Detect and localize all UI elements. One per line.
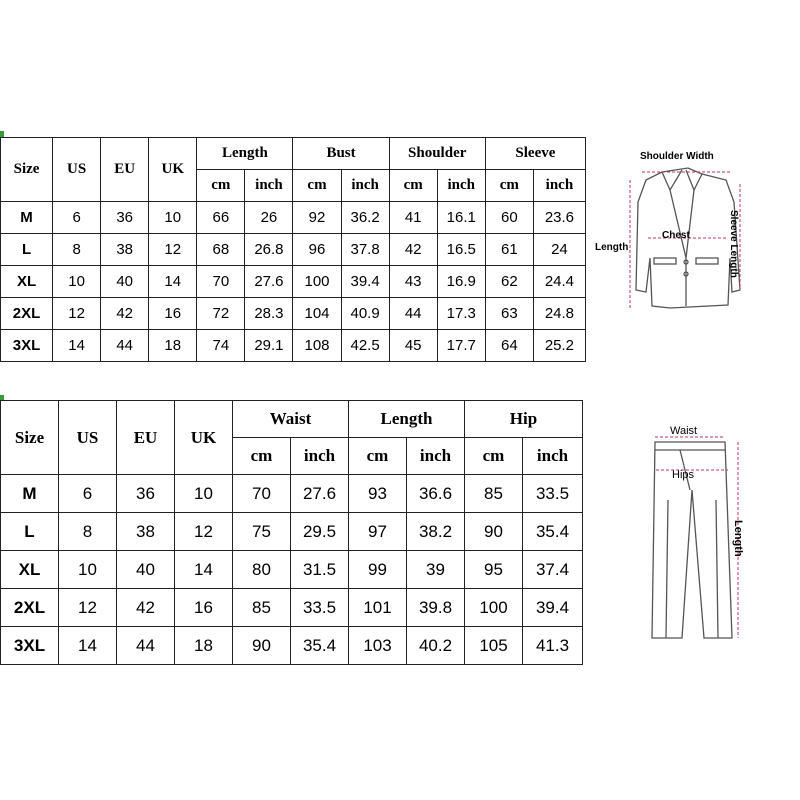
table-cell: 17.3 — [437, 298, 485, 330]
size-cell: L — [1, 234, 53, 266]
table-cell: 44 — [117, 627, 175, 665]
table-cell: 12 — [53, 298, 101, 330]
header-length-inch: inch — [245, 170, 293, 202]
table-cell: 6 — [53, 202, 101, 234]
header-bust: Bust — [293, 138, 389, 170]
size-cell: 2XL — [1, 589, 59, 627]
table-cell: 80 — [233, 551, 291, 589]
table-cell: 23.6 — [533, 202, 585, 234]
table-cell: 101 — [349, 589, 407, 627]
table-cell: 27.6 — [245, 266, 293, 298]
table-cell: 62 — [485, 266, 533, 298]
header-hip-cm: cm — [465, 438, 523, 475]
header-us: US — [59, 401, 117, 475]
table-cell: 43 — [389, 266, 437, 298]
table-cell: 8 — [53, 234, 101, 266]
table-cell: 16 — [149, 298, 197, 330]
table-cell: 70 — [233, 475, 291, 513]
table-cell: 37.4 — [523, 551, 583, 589]
table-row — [1, 627, 583, 665]
table-cell: 41.3 — [523, 627, 583, 665]
table-cell: 99 — [349, 551, 407, 589]
label-waist: Waist — [670, 425, 698, 437]
table-cell: 85 — [465, 475, 523, 513]
header-waist: Waist — [233, 401, 349, 438]
table-cell: 74 — [197, 330, 245, 362]
table-cell: 14 — [59, 627, 117, 665]
table-cell: 8 — [59, 513, 117, 551]
table-cell: 16.5 — [437, 234, 485, 266]
table-cell: 41 — [389, 202, 437, 234]
table-cell: 92 — [293, 202, 341, 234]
table-cell: 66 — [197, 202, 245, 234]
table-cell: 36.6 — [407, 475, 465, 513]
header-waist-cm: cm — [233, 438, 291, 475]
table-cell: 97 — [349, 513, 407, 551]
header-shoulder-cm: cm — [389, 170, 437, 202]
table-cell: 100 — [293, 266, 341, 298]
label-sleeve-length: Sleeve Length — [728, 210, 739, 278]
table-cell: 17.7 — [437, 330, 485, 362]
table-cell: 10 — [53, 266, 101, 298]
table-cell: 36 — [117, 475, 175, 513]
header-waist-inch: inch — [291, 438, 349, 475]
table-cell: 10 — [149, 202, 197, 234]
label-shoulder-width: Shoulder Width — [640, 151, 714, 162]
table-cell: 44 — [101, 330, 149, 362]
table-cell: 42.5 — [341, 330, 389, 362]
table-cell: 63 — [485, 298, 533, 330]
pants-measurement-diagram — [630, 420, 770, 650]
table-cell: 12 — [175, 513, 233, 551]
table-cell: 42 — [101, 298, 149, 330]
table-cell: 33.5 — [291, 589, 349, 627]
header-bust-inch: inch — [341, 170, 389, 202]
header-uk: UK — [175, 401, 233, 475]
table-cell: 103 — [349, 627, 407, 665]
table-cell: 24.4 — [533, 266, 585, 298]
header-sleeve-inch: inch — [533, 170, 585, 202]
table-cell: 68 — [197, 234, 245, 266]
table-cell: 72 — [197, 298, 245, 330]
header-shoulder: Shoulder — [389, 138, 485, 170]
size-cell: 3XL — [1, 627, 59, 665]
table-cell: 39.4 — [341, 266, 389, 298]
header-bust-cm: cm — [293, 170, 341, 202]
table-cell: 39.8 — [407, 589, 465, 627]
table-cell: 10 — [175, 475, 233, 513]
table-cell: 14 — [175, 551, 233, 589]
table-cell: 42 — [117, 589, 175, 627]
table-cell: 37.8 — [341, 234, 389, 266]
table-cell: 42 — [389, 234, 437, 266]
table-cell: 45 — [389, 330, 437, 362]
pants-table-body — [1, 475, 583, 665]
header-us: US — [53, 138, 101, 202]
table-row — [1, 298, 586, 330]
header-length-cm: cm — [197, 170, 245, 202]
jacket-measurement-diagram — [590, 140, 795, 335]
header-size: Size — [1, 138, 53, 202]
table-cell: 64 — [485, 330, 533, 362]
table-cell: 24.8 — [533, 298, 585, 330]
table-cell: 14 — [53, 330, 101, 362]
table-cell: 18 — [175, 627, 233, 665]
header-sleeve: Sleeve — [485, 138, 585, 170]
size-cell: XL — [1, 266, 53, 298]
table-cell: 60 — [485, 202, 533, 234]
header-shoulder-inch: inch — [437, 170, 485, 202]
table-row — [1, 266, 586, 298]
table-cell: 105 — [465, 627, 523, 665]
table-cell: 61 — [485, 234, 533, 266]
table-cell: 12 — [149, 234, 197, 266]
table-cell: 39 — [407, 551, 465, 589]
table-cell: 16.1 — [437, 202, 485, 234]
header-eu: EU — [117, 401, 175, 475]
table-cell: 75 — [233, 513, 291, 551]
table-cell: 38 — [101, 234, 149, 266]
table-cell: 26 — [245, 202, 293, 234]
size-cell: M — [1, 475, 59, 513]
header-length: Length — [349, 401, 465, 438]
table-cell: 108 — [293, 330, 341, 362]
table-cell: 24 — [533, 234, 585, 266]
table-cell: 100 — [465, 589, 523, 627]
label-hips: Hips — [672, 469, 695, 481]
header-hip-inch: inch — [523, 438, 583, 475]
table-cell: 33.5 — [523, 475, 583, 513]
size-cell: XL — [1, 551, 59, 589]
header-length: Length — [197, 138, 293, 170]
table-cell: 28.3 — [245, 298, 293, 330]
header-length-cm: cm — [349, 438, 407, 475]
table-cell: 40 — [117, 551, 175, 589]
table-cell: 29.1 — [245, 330, 293, 362]
pants-size-table — [0, 400, 583, 665]
header-uk: UK — [149, 138, 197, 202]
table-cell: 44 — [389, 298, 437, 330]
size-cell: M — [1, 202, 53, 234]
table-row — [1, 551, 583, 589]
table-cell: 38 — [117, 513, 175, 551]
table-cell: 26.8 — [245, 234, 293, 266]
size-cell: 3XL — [1, 330, 53, 362]
table-cell: 104 — [293, 298, 341, 330]
size-cell: 2XL — [1, 298, 53, 330]
table-cell: 40.9 — [341, 298, 389, 330]
table-cell: 95 — [465, 551, 523, 589]
table-cell: 12 — [59, 589, 117, 627]
header-sleeve-cm: cm — [485, 170, 533, 202]
table-row — [1, 513, 583, 551]
header-hip: Hip — [465, 401, 583, 438]
table-cell: 36 — [101, 202, 149, 234]
header-length-inch: inch — [407, 438, 465, 475]
label-length: Length — [732, 520, 744, 557]
table-cell: 6 — [59, 475, 117, 513]
table-cell: 70 — [197, 266, 245, 298]
label-chest: Chest — [662, 230, 690, 241]
table-cell: 40 — [101, 266, 149, 298]
table-cell: 35.4 — [523, 513, 583, 551]
table-row — [1, 234, 586, 266]
table-cell: 39.4 — [523, 589, 583, 627]
table-row — [1, 475, 583, 513]
table-cell: 38.2 — [407, 513, 465, 551]
table-cell: 90 — [465, 513, 523, 551]
table-cell: 93 — [349, 475, 407, 513]
table-cell: 18 — [149, 330, 197, 362]
table-cell: 27.6 — [291, 475, 349, 513]
table-cell: 29.5 — [291, 513, 349, 551]
jacket-size-table — [0, 137, 586, 362]
table-cell: 16 — [175, 589, 233, 627]
header-eu: EU — [101, 138, 149, 202]
table-row — [1, 202, 586, 234]
table-cell: 90 — [233, 627, 291, 665]
table-cell: 31.5 — [291, 551, 349, 589]
table-row — [1, 589, 583, 627]
table-cell: 36.2 — [341, 202, 389, 234]
size-cell: L — [1, 513, 59, 551]
table-cell: 40.2 — [407, 627, 465, 665]
table-row — [1, 330, 586, 362]
jacket-table-body — [1, 202, 586, 362]
header-size: Size — [1, 401, 59, 475]
table-cell: 10 — [59, 551, 117, 589]
table-cell: 25.2 — [533, 330, 585, 362]
table-cell: 96 — [293, 234, 341, 266]
table-cell: 85 — [233, 589, 291, 627]
label-length: Length — [595, 242, 629, 253]
table-cell: 35.4 — [291, 627, 349, 665]
table-cell: 14 — [149, 266, 197, 298]
table-cell: 16.9 — [437, 266, 485, 298]
